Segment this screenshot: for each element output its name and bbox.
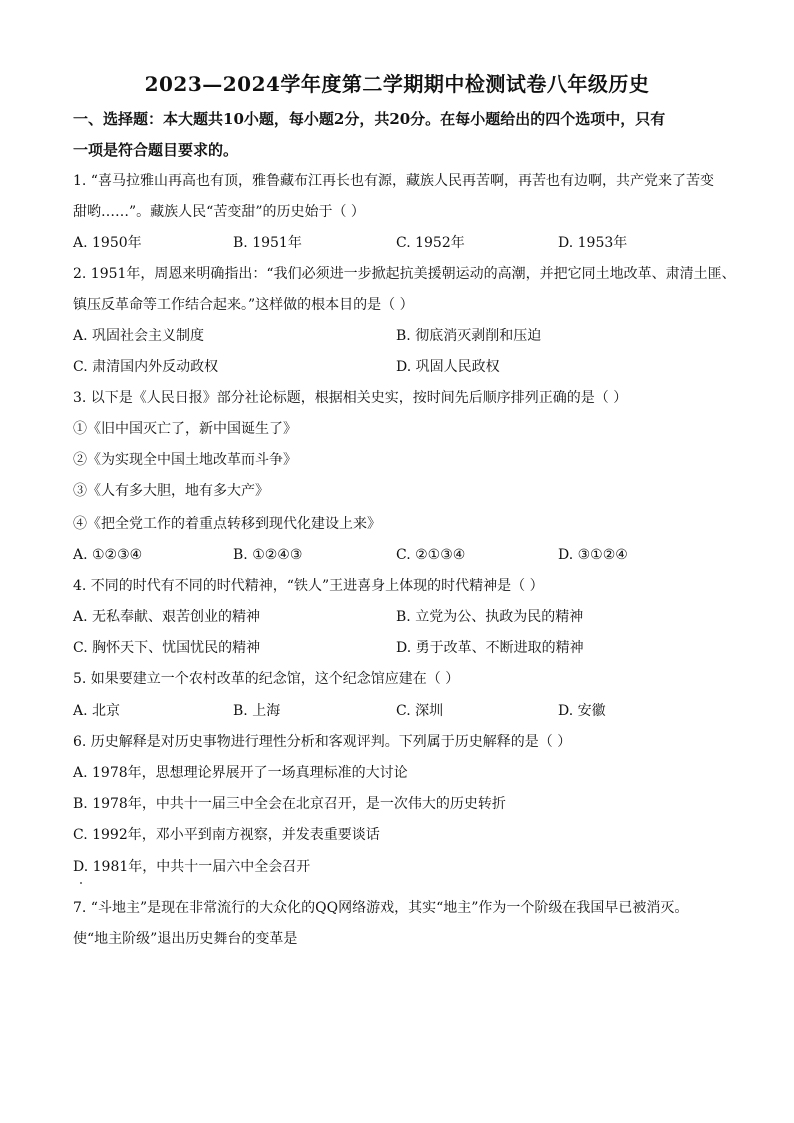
q5-stem: 5. 如果要建立一个农村改革的纪念馆，这个纪念馆应建在（ ） <box>73 671 460 687</box>
q3-option-a[interactable]: A. ①②③④ <box>73 547 143 563</box>
page-title: 2023—2024学年度第二学期期中检测试卷八年级历史 <box>144 72 650 96</box>
section-heading-line-1: 一、选择题：本大题共10小题，每小题2分，共20分。在每小题给出的四个选项中，只有 <box>73 110 666 128</box>
stray-dot <box>80 882 82 884</box>
section-heading <box>73 104 733 166</box>
q2-stem-line-1: 2. 1951年，周恩来明确指出：“我们必须进一步掀起抗美援朝运动的高潮，并把它同土地改革、肃清土匪、 <box>73 266 736 282</box>
q2-option-a[interactable]: A. 巩固社会主义制度 <box>73 328 205 344</box>
q6-option-b[interactable]: B. 1978年，中共十一届三中全会在北京召开，是一次伟大的历史转折 <box>73 796 506 812</box>
q5-option-a[interactable]: A. 北京 <box>73 703 121 719</box>
q1-option-b[interactable]: B. 1951年 <box>233 235 302 251</box>
q2-option-b[interactable]: B. 彻底消灭剥削和压迫 <box>396 328 542 344</box>
q3-option-b[interactable]: B. ①②④③ <box>233 547 303 563</box>
q1-stem-line-1: 1. “喜马拉雅山再高也有顶，雅鲁藏布江再长也有源，藏族人民再苦啊，再苦也有边啊，共产党来了苦变 <box>73 173 714 189</box>
q4-option-b[interactable]: B. 立党为公、执政为民的精神 <box>396 609 584 625</box>
q2-option-c[interactable]: C. 肃清国内外反动政权 <box>73 359 219 375</box>
q5-option-b[interactable]: B. 上海 <box>233 703 281 719</box>
q2-stem-line-2: 镇压反革命等工作结合起来。”这样做的根本目的是（ ） <box>73 297 414 313</box>
section-heading-line-2: 一项是符合题目要求的。 <box>73 141 239 159</box>
q6-stem: 6. 历史解释是对历史事物进行理性分析和客观评判。下列属于历史解释的是（ ） <box>73 734 572 750</box>
q3-item-3: ③《人有多大胆，地有多大产》 <box>73 483 269 499</box>
q2-option-d[interactable]: D. 巩固人民政权 <box>396 359 500 375</box>
q4-stem: 4. 不同的时代有不同的时代精神，“铁人”王进喜身上体现的时代精神是（ ） <box>73 578 544 594</box>
q6-option-d[interactable]: D. 1981年，中共十一届六中全会召开 <box>73 859 311 875</box>
q4-option-d[interactable]: D. 勇于改革、不断进取的精神 <box>396 640 584 656</box>
q1-option-d[interactable]: D. 1953年 <box>558 235 628 251</box>
q7-stem-line-2: 使“地主阶级”退出历史舞台的变革是 <box>73 931 298 947</box>
q3-stem: 3. 以下是《人民日报》部分社论标题，根据相关史实，按时间先后顺序排列正确的是（ ） <box>73 390 628 406</box>
q4-option-a[interactable]: A. 无私奉献、艰苦创业的精神 <box>73 609 261 625</box>
q1-option-a[interactable]: A. 1950年 <box>73 235 142 251</box>
q5-option-c[interactable]: C. 深圳 <box>396 703 444 719</box>
q6-option-a[interactable]: A. 1978年，思想理论界展开了一场真理标准的大讨论 <box>73 765 408 781</box>
q1-stem-line-2: 甜哟……”。藏族人民“苦变甜”的历史始于（ ） <box>73 204 365 220</box>
q1-option-c[interactable]: C. 1952年 <box>396 235 465 251</box>
q5-option-d[interactable]: D. 安徽 <box>558 703 606 719</box>
q3-option-c[interactable]: C. ②①③④ <box>396 547 466 563</box>
q3-item-1: ①《旧中国灭亡了，新中国诞生了》 <box>73 421 297 437</box>
q7-stem-line-1: 7. “斗地主”是现在非常流行的大众化的QQ网络游戏，其实“地主”作为一个阶级在我国早已被消灭。 <box>73 900 689 916</box>
q3-item-2: ②《为实现全中国土地改革而斗争》 <box>73 452 297 468</box>
q4-option-c[interactable]: C. 胸怀天下、忧国忧民的精神 <box>73 640 261 656</box>
q6-option-c[interactable]: C. 1992年，邓小平到南方视察，并发表重要谈话 <box>73 827 380 843</box>
q3-option-d[interactable]: D. ③①②④ <box>558 547 628 563</box>
q3-item-4: ④《把全党工作的着重点转移到现代化建设上来》 <box>73 516 381 532</box>
